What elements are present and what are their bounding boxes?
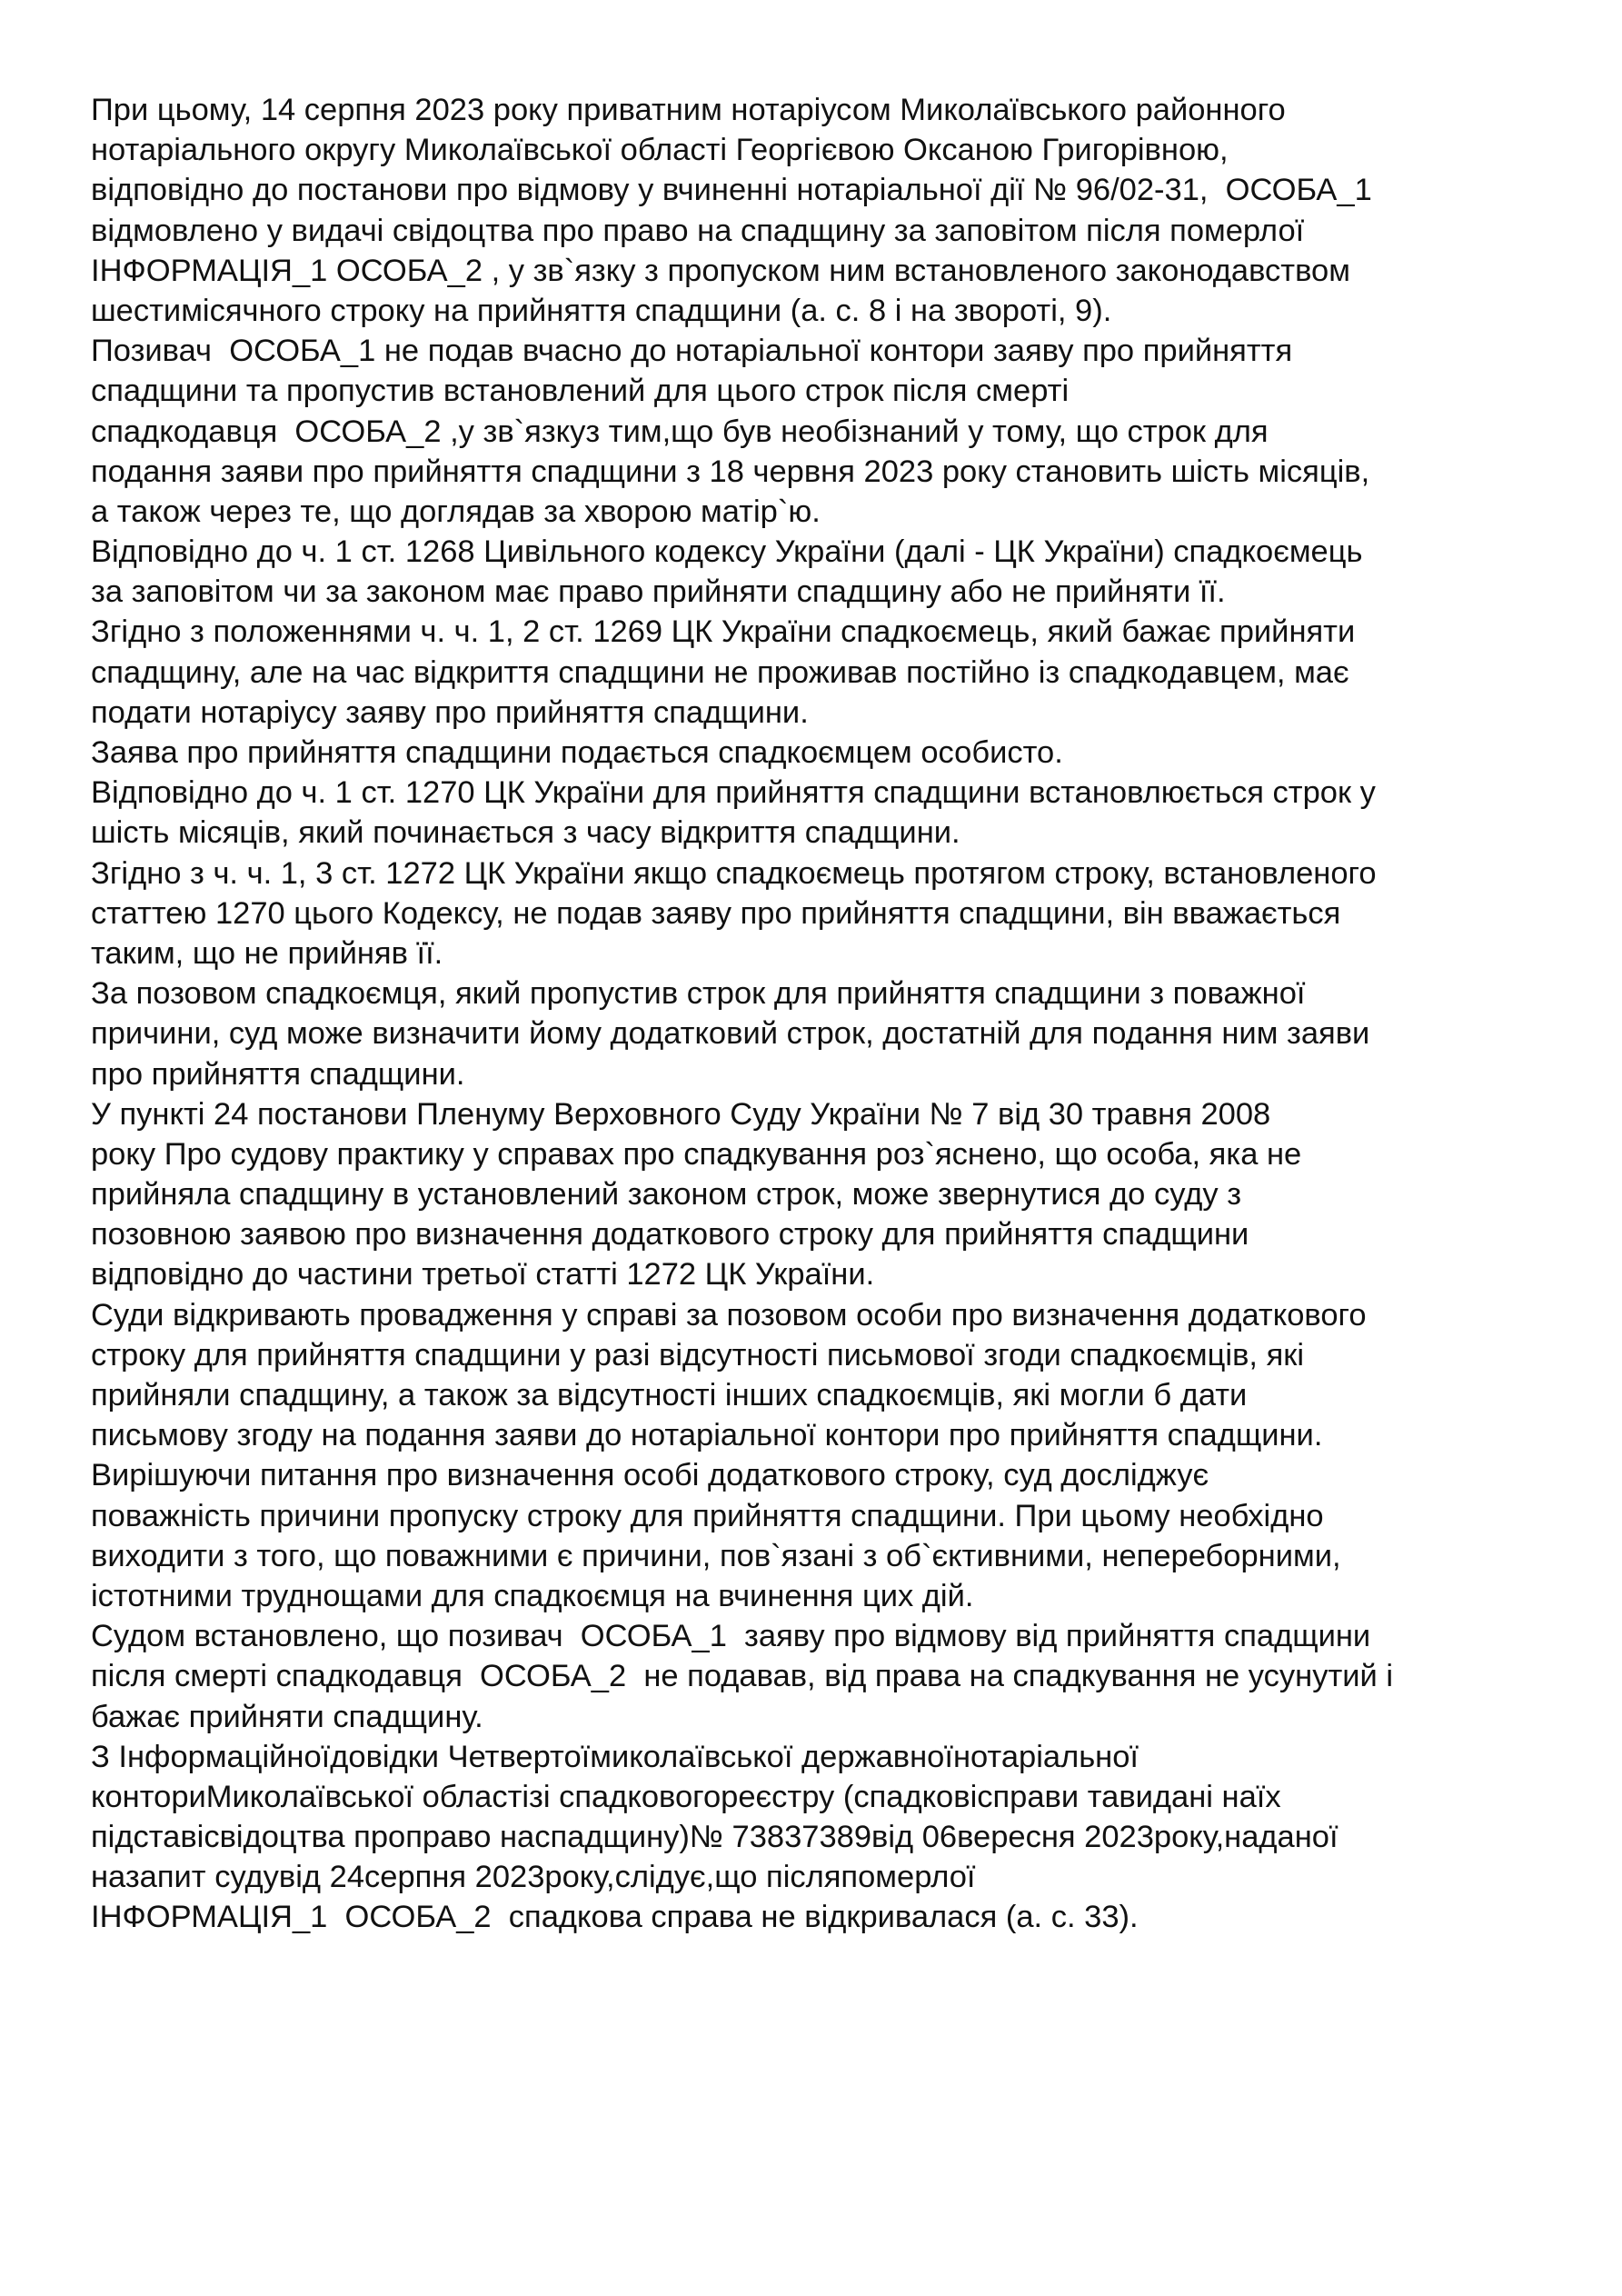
text-line: позовною заявою про визначення додаткового строку для прийняття спадщини bbox=[91, 1217, 1249, 1253]
text-line: шестимісячного строку на прийняття спадщини (а. с. 8 і на звороті, 9). bbox=[91, 293, 1112, 328]
text-line: ІНФОРМАЦІЯ_1 ОСОБА_2 спадкова справа не відкривалася (а. с. 33). bbox=[91, 1900, 1139, 1935]
text-line: У пункті 24 постанови Пленуму Верховного Суду України № 7 від 30 травня 2008 bbox=[91, 1096, 1271, 1132]
text-line: відповідно до постанови про відмову у вчиненні нотаріальної дії № 96/02-31, ОСОБА_1 bbox=[91, 173, 1372, 208]
text-line: року Про судову практику у справах про спадкування роз`яснено, що особа, яка не bbox=[91, 1136, 1302, 1172]
text-line: спадщину, але на час відкриття спадщини не проживав постійно із спадкодавцем, має bbox=[91, 654, 1349, 690]
text-line: прийняли спадщину, а також за відсутності інших спадкоємців, які могли б дати bbox=[91, 1378, 1248, 1413]
text-line: істотними труднощами для спадкоємця на вчинення цих дій. bbox=[91, 1578, 974, 1613]
text-line: Згідно з положеннями ч. ч. 1, 2 ст. 1269 ЦК України спадкоємець, який бажає прийняти bbox=[91, 614, 1356, 650]
text-line: відповідно до частини третьої статті 1272 ЦК України. bbox=[91, 1257, 875, 1293]
text-line: виходити з того, що поважними є причини, пов`язані з об`єктивними, непереборними, bbox=[91, 1538, 1341, 1573]
text-line: Відповідно до ч. 1 ст. 1270 ЦК України для прийняття спадщини встановлюється строк у bbox=[91, 775, 1376, 811]
text-line: З Інформаційноїдовідки Четвертоїмиколаївської державноїнотаріальної bbox=[91, 1739, 1139, 1774]
text-line: спадкодавця ОСОБА_2 ,у зв`язкуз тим,що був необізнаний у тому, що строк для bbox=[91, 414, 1269, 449]
text-line: Вирішуючи питання про визначення особі додаткового строку, суд досліджує bbox=[91, 1458, 1209, 1493]
text-line: Заява про прийняття спадщини подається спадкоємцем особисто. bbox=[91, 735, 1063, 770]
text-line: підставісвідоцтва проправо наспадщину)№ 73837389від 06вересня 2023року,наданої bbox=[91, 1820, 1338, 1855]
text-line: ІНФОРМАЦІЯ_1 ОСОБА_2 , у зв`язку з пропуском ним встановленого законодавством bbox=[91, 253, 1350, 288]
text-line: конториМиколаївської областізі спадковогореєстру (спадковісправи тавидані наїх bbox=[91, 1779, 1281, 1814]
text-line: При цьому, 14 серпня 2023 року приватним нотаріусом Миколаївського районного bbox=[91, 93, 1286, 127]
text-line: за заповітом чи за законом має право прийняти спадщину або не прийняти її. bbox=[91, 574, 1226, 610]
text-line: Відповідно до ч. 1 ст. 1268 Цивільного кодексу України (далі - ЦК України) спадкоємець bbox=[91, 534, 1363, 570]
text-line: після смерті спадкодавця ОСОБА_2 не подавав, від права на спадкування не усунутий і bbox=[91, 1659, 1394, 1694]
text-line: спадщини та пропустив встановлений для цього строк після смерті bbox=[91, 374, 1070, 409]
text-line: таким, що не прийняв її. bbox=[91, 935, 443, 971]
text-line: поважність причини пропуску строку для прийняття спадщини. При цьому необхідно bbox=[91, 1498, 1324, 1533]
text-line: прийняла спадщину в установлений законом строк, може звернутися до суду з bbox=[91, 1177, 1242, 1213]
text-line: шість місяців, який починається з часу відкриття спадщини. bbox=[91, 815, 960, 851]
text-line: Суди відкривають провадження у справі за позовом особи про визначення додаткового bbox=[91, 1297, 1367, 1333]
text-line: Судом встановлено, що позивач ОСОБА_1 заяву про відмову від прийняття спадщини bbox=[91, 1619, 1371, 1654]
text-line: подати нотаріусу заяву про прийняття спадщини. bbox=[91, 694, 809, 730]
text-line: бажає прийняти спадщину. bbox=[91, 1699, 483, 1734]
text-line: Згідно з ч. ч. 1, 3 ст. 1272 ЦК України якщо спадкоємець протягом строку, встановленого bbox=[91, 855, 1377, 891]
text-line: причини, суд може визначити йому додатковий строк, достатній для подання ним заяви bbox=[91, 1016, 1370, 1052]
text-line: статтею 1270 цього Кодексу, не подав заяву про прийняття спадщини, він вважається bbox=[91, 895, 1341, 931]
text-line: строку для прийняття спадщини у разі відсутності письмової згоди спадкоємців, які bbox=[91, 1337, 1305, 1373]
text-line: Позивач ОСОБА_1 не подав вчасно до нотаріальної контори заяву про прийняття bbox=[91, 334, 1293, 369]
text-line: письмову згоду на подання заяви до нотаріальної контори про прийняття спадщини. bbox=[91, 1418, 1323, 1453]
text-line: відмовлено у видачі свідоцтва про право на спадщину за заповітом після померлої bbox=[91, 213, 1305, 248]
text-line: За позовом спадкоємця, який пропустив строк для прийняття спадщини з поважної bbox=[91, 976, 1306, 1012]
text-line: нотаріального округу Миколаївської області Георгієвою Оксаною Григорівною, bbox=[91, 133, 1229, 168]
text-line: про прийняття спадщини. bbox=[91, 1056, 465, 1092]
text-line: подання заяви про прийняття спадщини з 18 червня 2023 року становить шість місяців, bbox=[91, 454, 1370, 489]
text-line: а також через те, що доглядав за хворою матір`ю. bbox=[91, 494, 821, 529]
document-body-text bbox=[91, 90, 1563, 1938]
text-line: назапит судувід 24серпня 2023року,слідує,що післяпомерлої bbox=[91, 1860, 976, 1895]
